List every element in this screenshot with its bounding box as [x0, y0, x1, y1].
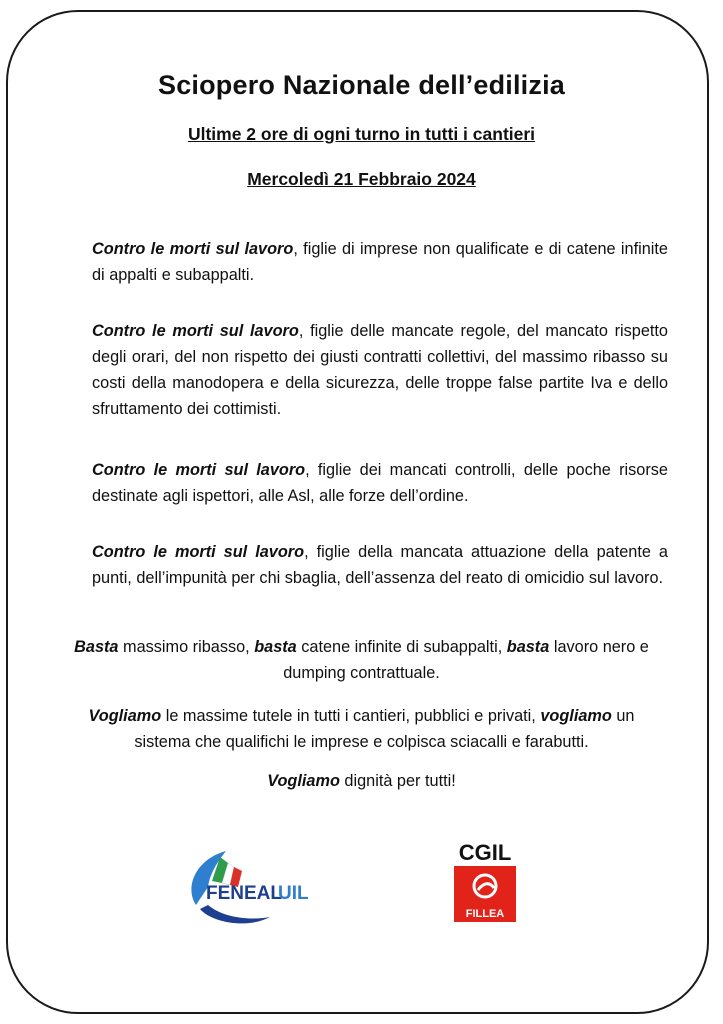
- vogliamo-word: vogliamo: [540, 707, 612, 725]
- paragraph-text: , figlie dei mancati controlli, delle poche risorse destinate agli ispettori, alle Asl, alle forze dell’ordine.: [92, 461, 668, 505]
- vogliamo-word: Vogliamo: [88, 707, 162, 725]
- basta-text: massimo ribasso,: [118, 638, 255, 656]
- closing-text: dignità per tutti!: [339, 772, 456, 790]
- paragraph-text: , figlie di imprese non qualificate e di catene infinite di appalti e subappalti.: [92, 240, 668, 284]
- vogliamo-text: le massime tutele in tutti i cantieri, pubblici e privati,: [161, 707, 541, 725]
- paragraph-text: , figlie della mancata attuazione della patente a punti, dell’impunità per chi sbaglia, dell’assenza del reato di omicidio sul lavoro.: [92, 543, 668, 587]
- closing-statement: [60, 768, 663, 794]
- paragraph-4: [92, 539, 668, 591]
- paragraph-1: [92, 236, 668, 288]
- basta-word: basta: [254, 638, 297, 656]
- basta-word: Basta: [74, 638, 119, 656]
- subtitle-shift: Ultime 2 ore di ogni turno in tutti i cantieri: [187, 124, 536, 144]
- paragraph-lead: Contro le morti sul lavoro: [92, 240, 294, 258]
- fillea-text: FILLEA: [465, 908, 505, 920]
- vogliamo-text: un sistema che qualifichi le imprese e colpisca sciacalli e farabutti.: [134, 707, 635, 751]
- page-border: [6, 10, 709, 1014]
- subtitle-date: Mercoledì 21 Febbraio 2024: [247, 169, 476, 189]
- paragraph-lead: Contro le morti sul lavoro: [92, 322, 299, 340]
- feneal-uil-logo: [178, 843, 318, 929]
- vogliamo-statement: [60, 703, 663, 755]
- cgil-fillea-logo: [448, 838, 522, 922]
- vogliamo-word: Vogliamo: [267, 772, 340, 790]
- feneal-text: FENEAL: [206, 883, 282, 904]
- basta-text: catene infinite di subappalti,: [296, 638, 507, 656]
- paragraph-lead: Contro le morti sul lavoro: [92, 461, 306, 479]
- basta-word: basta: [506, 638, 550, 656]
- page-title: Sciopero Nazionale dell’edilizia: [157, 70, 565, 100]
- basta-statement: [60, 634, 663, 686]
- paragraph-text: , figlie delle mancate regole, del mancato rispetto degli orari, del non rispetto dei giusti contratti collettivi, del massimo ribasso su costi della manodopera e della sicurezza, delle troppe false partite Iva e dello sfruttamento dei cottimisti.: [92, 322, 668, 418]
- uil-text: UIL: [278, 883, 309, 904]
- basta-text: lavoro nero e dumping contrattuale.: [283, 638, 649, 682]
- paragraph-3: [92, 457, 668, 509]
- cgil-text: CGIL: [458, 840, 512, 865]
- paragraph-lead: Contro le morti sul lavoro: [92, 543, 305, 561]
- paragraph-2: [92, 318, 668, 422]
